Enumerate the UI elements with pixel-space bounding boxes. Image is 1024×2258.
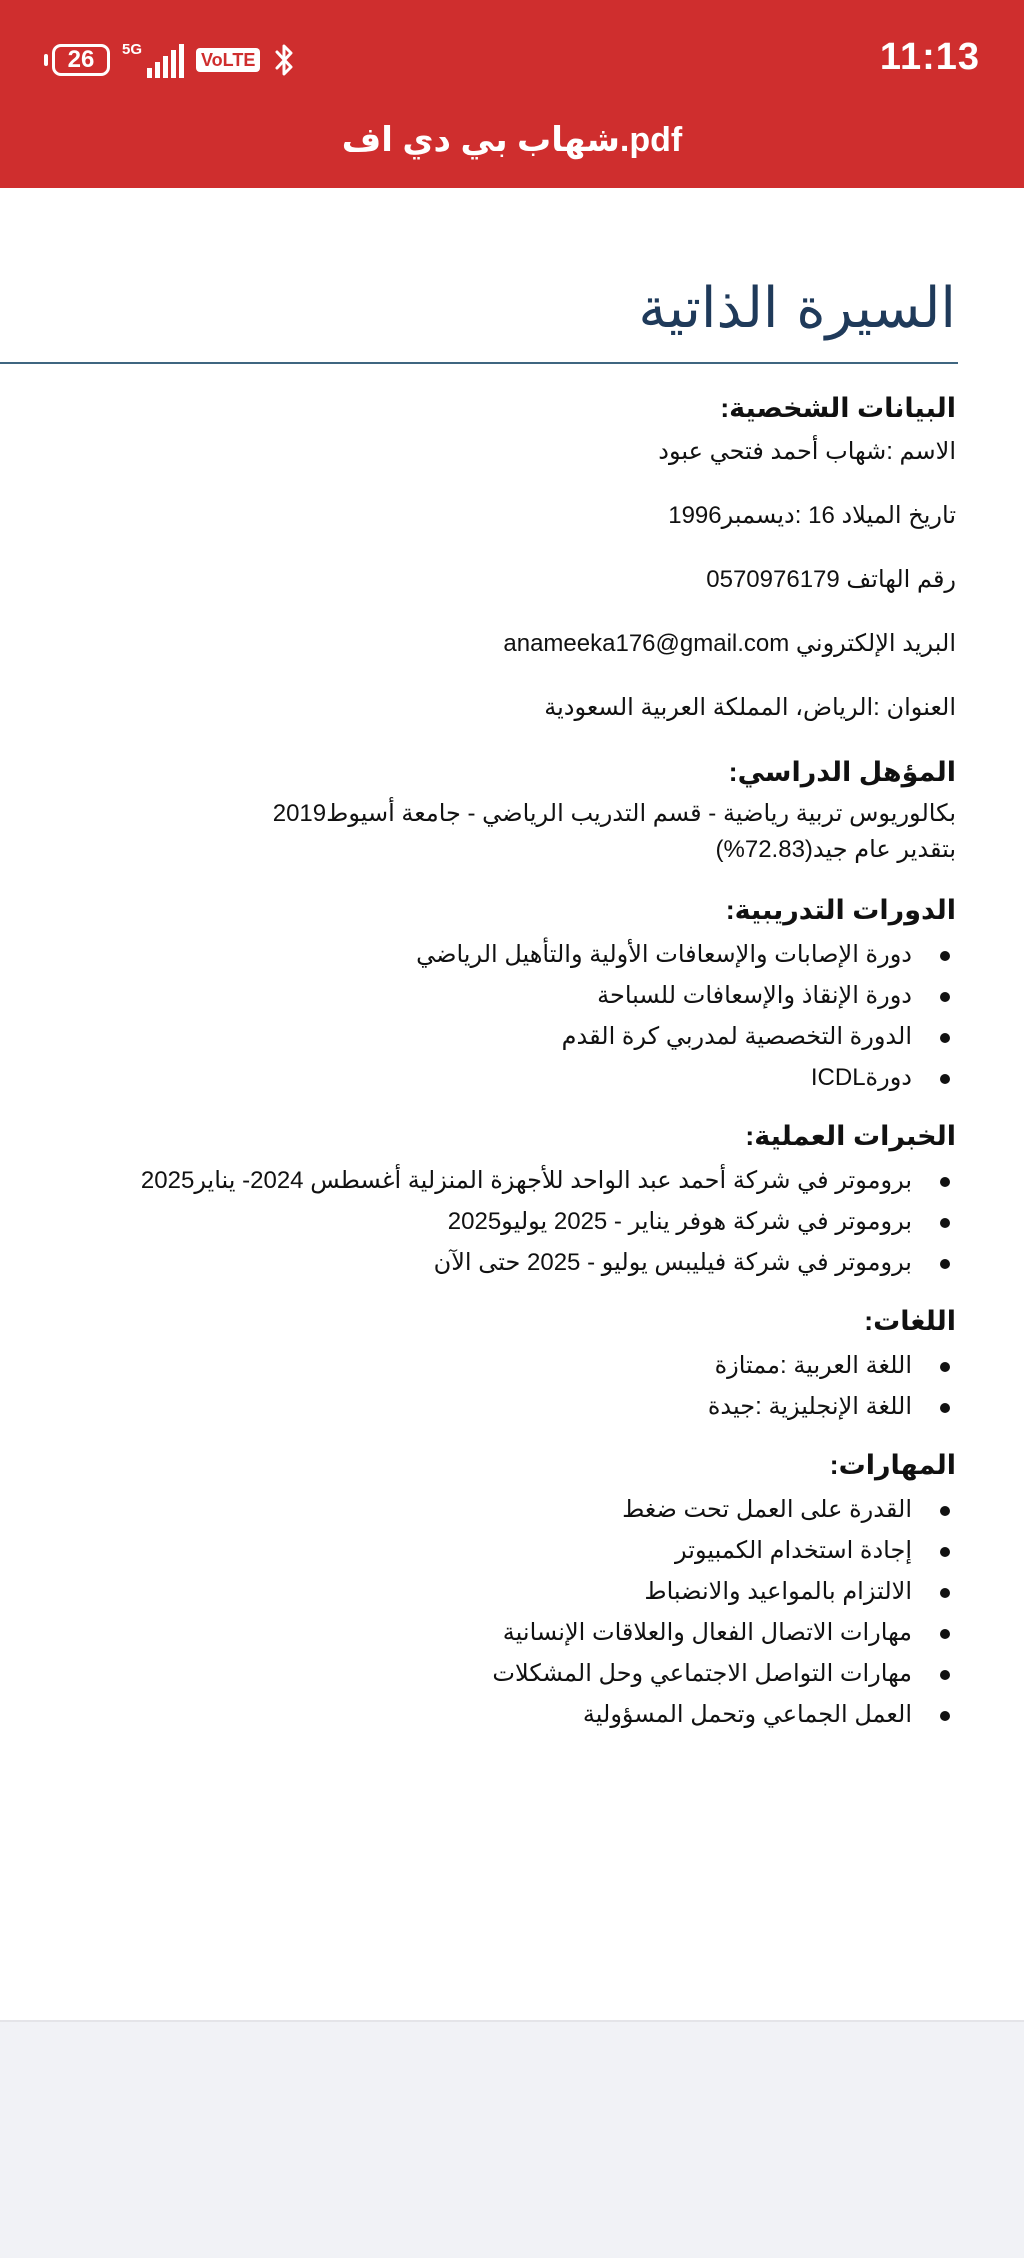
skills-list	[56, 1489, 956, 1735]
education-heading: المؤهل الدراسي:	[728, 757, 956, 787]
app-header	[0, 0, 1024, 188]
languages-list	[56, 1345, 956, 1427]
list-item: الدورة التخصصية لمدربي كرة القدم	[56, 1016, 956, 1057]
volte-badge: VoLTE	[196, 48, 260, 72]
experience-list	[56, 1160, 956, 1283]
list-item: إجادة استخدام الكمبيوتر	[56, 1530, 956, 1571]
list-item: بروموتر في شركة فيليبس يوليو - 2025 حتى الآن	[56, 1242, 956, 1283]
cv-title: السيرة الذاتية	[638, 276, 956, 341]
status-bar	[0, 0, 1024, 120]
list-item: مهارات التواصل الاجتماعي وحل المشكلات	[56, 1653, 956, 1694]
languages-heading: اللغات:	[864, 1306, 956, 1336]
list-item: دورةICDL	[56, 1057, 956, 1098]
list-item: دورة الإنقاذ والإسعافات للسباحة	[56, 975, 956, 1016]
battery-icon	[44, 44, 110, 76]
list-item: دورة الإصابات والإسعافات الأولية والتأهيل الرياضي	[56, 934, 956, 975]
list-item: بروموتر في شركة هوفر يناير - 2025 يوليو2025	[56, 1201, 956, 1242]
list-item: القدرة على العمل تحت ضغط	[56, 1489, 956, 1530]
battery-level: 26	[67, 46, 95, 73]
list-item: مهارات الاتصال الفعال والعلاقات الإنسانية	[56, 1612, 956, 1653]
signal-icon	[122, 42, 184, 78]
birth-line: تاريخ الميلاد 16 :ديسمبر1996	[668, 502, 956, 529]
title-divider	[0, 362, 958, 364]
courses-heading: الدورات التدريبية:	[725, 895, 956, 925]
list-item: اللغة العربية :ممتازة	[56, 1345, 956, 1386]
name-line: الاسم :شهاب أحمد فتحي عبود	[658, 438, 956, 465]
cv-content	[56, 388, 956, 1735]
courses-list	[56, 934, 956, 1098]
pdf-page[interactable]	[0, 188, 1024, 2022]
status-icons	[44, 40, 296, 80]
list-item: العمل الجماعي وتحمل المسؤولية	[56, 1694, 956, 1735]
address-line: العنوان :الرياض، المملكة العربية السعودية	[544, 694, 956, 721]
education-grade: بتقدير عام جيد(72.83%)	[715, 836, 956, 863]
phone-line: رقم الهاتف 0570976179	[706, 566, 956, 593]
network-type: 5G	[122, 41, 143, 58]
list-item: اللغة الإنجليزية :جيدة	[56, 1386, 956, 1427]
experience-heading: الخبرات العملية:	[745, 1121, 956, 1151]
bluetooth-icon	[272, 43, 296, 77]
list-item: الالتزام بالمواعيد والانضباط	[56, 1571, 956, 1612]
personal-heading: البيانات الشخصية:	[720, 393, 956, 423]
clock: 11:13	[879, 36, 980, 78]
skills-heading: المهارات:	[829, 1450, 956, 1480]
email-line: البريد الإلكتروني anameeka176@gmail.com	[503, 630, 956, 657]
education-line: بكالوريوس تربية رياضية - قسم التدريب الرياضي - جامعة أسيوط2019	[272, 800, 956, 827]
document-filename: شهاب بي دي اف.pdf	[341, 121, 683, 159]
list-item: بروموتر في شركة أحمد عبد الواحد للأجهزة المنزلية أغسطس 2024- يناير2025	[56, 1160, 956, 1201]
